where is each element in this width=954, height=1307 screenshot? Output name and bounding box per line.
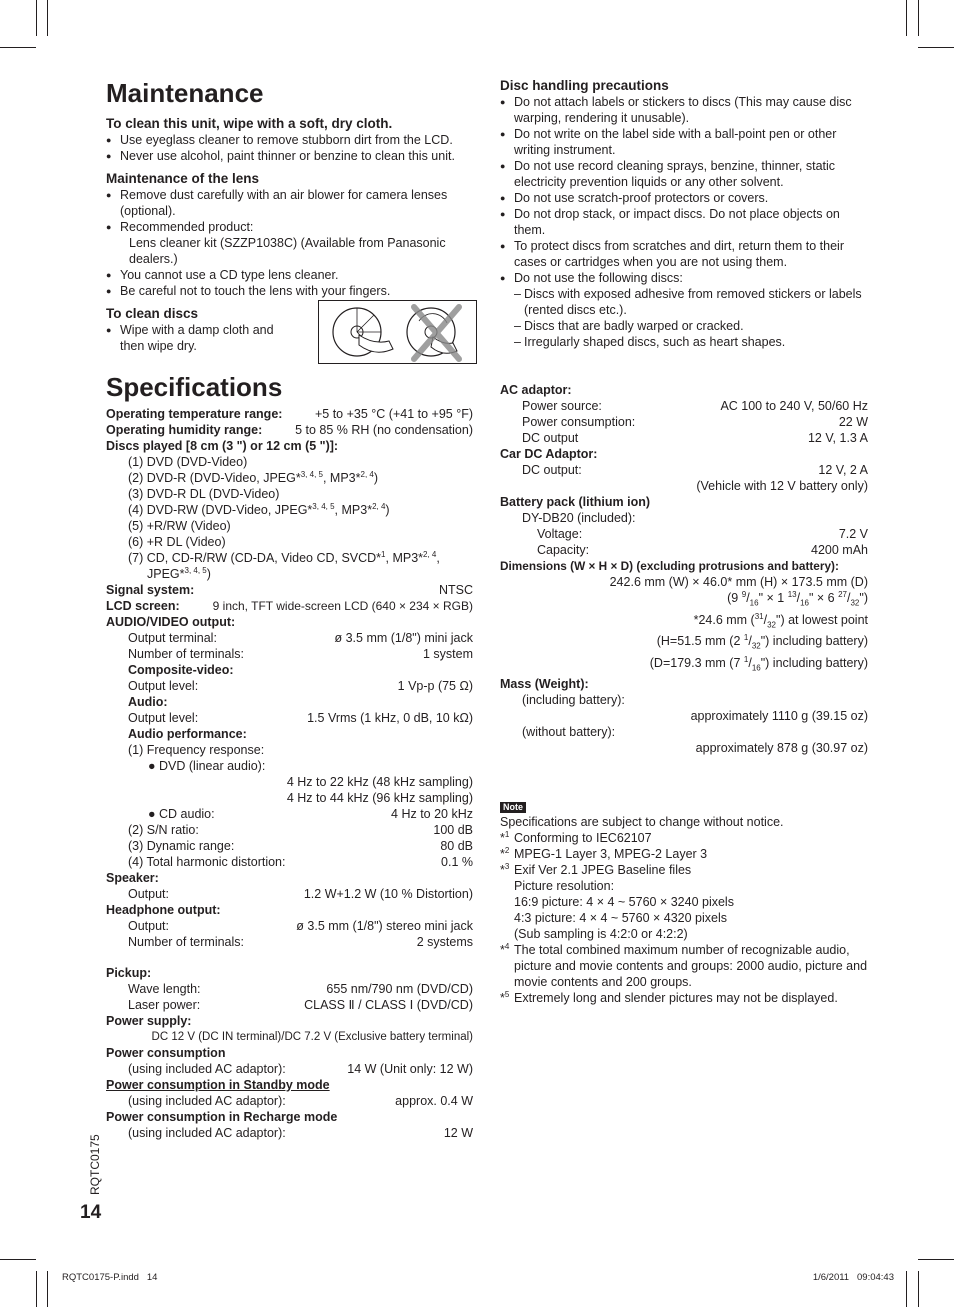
list-item: ● Recommended product:: [106, 219, 473, 235]
list-item: ● Remove dust carefully with an air blower for camera lenses (optional).: [106, 187, 473, 219]
op-hum-label: Operating humidity range:: [106, 423, 263, 437]
power-supply-value: DC 12 V (DC IN terminal)/DC 7.2 V (Exclusive battery terminal): [151, 1031, 473, 1043]
spec-label: Output level:: [128, 711, 199, 725]
spec-value: 0.1 %: [441, 855, 473, 869]
dash-item: – Discs that are badly warped or cracked.: [500, 318, 872, 334]
spec-value: AC 100 to 240 V, 50/60 Hz: [720, 399, 868, 413]
spec-label: Number of terminals:: [128, 935, 245, 949]
signal-value: NTSC: [438, 583, 473, 597]
footnote-4: *$^4$ The total combined maximum number of recognizable audio, picture and movie contents and groups: 2000 audio, picture and movie contents and 200 groups.: [500, 941, 868, 989]
spec-label: Capacity:: [537, 543, 590, 557]
list-item: ● Do not write on the label side with a ball-point pen or other writing instrument.: [500, 126, 872, 158]
disc-6: (6) +R DL (Video): [128, 535, 226, 549]
spec-value: CLASS Ⅱ / CLASS Ⅰ (DVD/CD): [304, 998, 473, 1012]
footnote-3-detail: (Sub sampling is 4:2:0 or 4:2:2): [514, 927, 688, 941]
note-badge: Note: [500, 802, 526, 813]
list-item: ● Use eyeglass cleaner to remove stubborn dirt from the LCD.: [106, 132, 473, 148]
mass-excl-value: approximately 878 g (30.97 oz): [695, 741, 868, 755]
spec-value: 14 W (Unit only: 12 W): [347, 1062, 473, 1076]
disc-cleaning-illustration: [318, 300, 477, 364]
footnote-2: *$^2$ MPEG-1 Layer 3, MPEG-2 Layer 3: [500, 845, 708, 861]
spec-label: Output terminal:: [128, 631, 217, 645]
spec-label: Voltage:: [537, 527, 583, 541]
list-item: ● You cannot use a CD type lens cleaner.: [106, 267, 473, 283]
spec-value: 100 dB: [433, 823, 473, 837]
footnote-3: *$^3$ Exif Ver 2.1 JPEG Baseline files: [500, 861, 692, 877]
spec-value: 7.2 V: [838, 527, 868, 541]
lcd-value: 9 inch, TFT wide-screen LCD (640 × 234 × RGB): [212, 599, 473, 613]
spec-label: Wave length:: [128, 982, 201, 996]
dimensions-lowest: *24.6 mm $(^{31}/_{32}")$ at lowest point: [693, 611, 868, 629]
spec-value: 4 Hz to 20 kHz: [391, 807, 473, 821]
spec-value: 22 W: [838, 415, 868, 429]
spec-label: (using included AC adaptor):: [128, 1062, 286, 1076]
spec-label: ● CD audio:: [148, 807, 215, 821]
spec-label: Output:: [128, 887, 169, 901]
dimensions-mm: 242.6 mm (W) × 46.0* mm (H) × 173.5 mm (D): [609, 575, 868, 589]
list-item: ● Never use alcohol, paint thinner or benzine to clean this unit.: [106, 148, 473, 164]
disc-7-cont: JPEG*$^{3, 4, 5}$): [147, 565, 211, 581]
lens-product: Lens cleaner kit (SZZP1038C) (Available from Panasonic dealers.): [129, 236, 446, 266]
composite-label: Composite-video:: [128, 663, 234, 677]
spec-label: (2) S/N ratio:: [128, 823, 199, 837]
speaker-label: Speaker:: [106, 871, 159, 885]
disc-4: (4) DVD-RW (DVD-Video, JPEG*$^{3, 4, 5}$, MP3*$^{2, 4}$): [128, 501, 390, 517]
dash-item: – Discs with exposed adhesive from removed stickers or labels (rented discs etc.).: [500, 286, 872, 318]
headphone-label: Headphone output:: [106, 903, 221, 917]
discs-played-label: Discs played [8 cm (3 ") or 12 cm (5 ")]:: [106, 439, 339, 453]
av-output-label: AUDIO/VIDEO output:: [106, 615, 236, 629]
spec-value: 2 systems: [416, 935, 473, 949]
clean-unit-heading: To clean this unit, wipe with a soft, dry cloth.: [106, 116, 393, 131]
footnote-1: *$^1$ Conforming to IEC62107: [500, 829, 652, 845]
battery-label: Battery pack (lithium ion): [500, 495, 651, 509]
power-consumption-label: Power consumption: [106, 1046, 226, 1060]
lcd-label: LCD screen:: [106, 599, 180, 613]
list-item: ● Do not use the following discs:: [500, 270, 872, 286]
ac-adaptor-label: AC adaptor:: [500, 383, 572, 397]
discs-heading: To clean discs: [106, 306, 199, 321]
car-note: (Vehicle with 12 V battery only): [696, 479, 868, 493]
battery-model: DY-DB20 (included):: [522, 511, 636, 525]
spec-label: Laser power:: [128, 998, 201, 1012]
op-temp-value: +5 to +35 °C (+41 to +95 °F): [314, 407, 473, 421]
spec-label: DC output:: [522, 463, 582, 477]
mass-label: Mass (Weight):: [500, 677, 589, 691]
car-adaptor-label: Car DC Adaptor:: [500, 447, 598, 461]
spec-value: 1 system: [422, 647, 473, 661]
page-number: 14: [80, 1202, 102, 1223]
doc-code: RQTC0175: [88, 1134, 102, 1195]
mass-incl-value: approximately 1110 g (39.15 oz): [690, 709, 868, 723]
spec-label: Output level:: [128, 679, 199, 693]
spec-value: 4200 mAh: [811, 543, 868, 557]
spec-value: 655 nm/790 nm (DVD/CD): [326, 982, 473, 996]
dvd-audio-label: ● DVD (linear audio):: [148, 759, 266, 773]
spec-value: 12 W: [443, 1126, 473, 1140]
footnote-3-detail: 16:9 picture: 4 × 4 ~ 5760 × 3240 pixels: [514, 895, 734, 909]
footer-date: 1/6/2011 09:04:43: [812, 1272, 894, 1283]
disc-1: (1) DVD (DVD-Video): [128, 455, 248, 469]
footnote-3-detail: 4:3 picture: 4 × 4 ~ 5760 × 4320 pixels: [514, 911, 728, 925]
disc-3: (3) DVD-R DL (DVD-Video): [128, 487, 280, 501]
standby-label: Power consumption in Standby mode: [106, 1078, 330, 1092]
maintenance-title: Maintenance: [106, 78, 264, 108]
disc-handling-heading: Disc handling precautions: [500, 78, 669, 93]
spec-label: Power consumption:: [522, 415, 636, 429]
dvd-freq-1: 4 Hz to 22 kHz (48 kHz sampling): [286, 775, 473, 789]
spec-label: (using included AC adaptor):: [128, 1094, 286, 1108]
dash-item: – Irregularly shaped discs, such as heart shapes.: [500, 334, 872, 350]
audio-label: Audio:: [128, 695, 168, 709]
footnote-3-detail: Picture resolution:: [514, 879, 615, 893]
dimensions-inch: (9 $^9/_{16}$" × 1 $^{13}/_{16}$" × 6 $^{27}/_{32}$"): [727, 589, 868, 608]
lens-heading: Maintenance of the lens: [106, 171, 260, 186]
op-hum-value: 5 to 85 % RH (no condensation): [295, 423, 473, 437]
dvd-freq-2: 4 Hz to 44 kHz (96 kHz sampling): [286, 791, 473, 805]
op-temp-label: Operating temperature range:: [106, 407, 283, 421]
note-intro: Specifications are subject to change without notice.: [500, 815, 784, 829]
list-item: ● Do not attach labels or stickers to discs (This may cause disc warping, rendering it unusable).: [500, 94, 872, 126]
disc-7: (7) CD, CD-R/RW (CD-DA, Video CD, SVCD*$^1$, MP3*$^{2, 4}$,: [128, 549, 440, 565]
pickup-label: Pickup:: [106, 966, 152, 980]
freq-label: (1) Frequency response:: [128, 743, 265, 757]
spec-label: Number of terminals:: [128, 647, 245, 661]
spec-value: 1.2 W+1.2 W (10 % Distortion): [303, 887, 473, 901]
spec-value: ø 3.5 mm (1/8") stereo mini jack: [296, 919, 473, 933]
spec-value: 1.5 Vrms (1 kHz, 0 dB, 10 kΩ): [307, 711, 473, 725]
recharge-label: Power consumption in Recharge mode: [106, 1110, 338, 1124]
footer-file: RQTC0175-P.indd 14: [62, 1272, 158, 1283]
spec-value: 12 V, 1.3 A: [807, 431, 868, 445]
spec-value: 1 Vp-p (75 Ω): [397, 679, 473, 693]
spec-label: (4) Total harmonic distortion:: [128, 855, 286, 869]
perf-label: Audio performance:: [128, 727, 247, 741]
list-item: ● Do not use record cleaning sprays, benzine, thinner, static electricity prevention liquids or any other solvent.: [500, 158, 872, 190]
list-item: ● Be careful not to touch the lens with your fingers.: [106, 283, 473, 299]
disc-2: (2) DVD-R (DVD-Video, JPEG*$^{3, 4, 5}$, MP3*$^{2, 4}$): [128, 469, 379, 485]
list-item: ● Do not drop stack, or impact discs. Do not place objects on them.: [500, 206, 872, 238]
signal-label: Signal system:: [106, 583, 195, 597]
right-column: [500, 78, 872, 1006]
spec-value: ø 3.5 mm (1/8") mini jack: [334, 631, 473, 645]
spec-label: (using included AC adaptor):: [128, 1126, 286, 1140]
dimensions-depth-battery: (D=179.3 mm (7 $^1/_{16}$") including battery): [649, 654, 868, 672]
spec-value: approx. 0.4 W: [395, 1094, 473, 1108]
left-column: [106, 78, 473, 1141]
list-item: ● To protect discs from scratches and dirt, return them to their cases or cartridges when you are not using them.: [500, 238, 872, 270]
spec-label: (3) Dynamic range:: [128, 839, 235, 853]
spec-label: DC output: [522, 431, 579, 445]
power-supply-label: Power supply:: [106, 1014, 192, 1028]
footnote-5: *$^5$ Extremely long and slender pictures may not be displayed.: [500, 989, 838, 1005]
spec-value: 80 dB: [440, 839, 473, 853]
spec-value: 12 V, 2 A: [818, 463, 868, 477]
list-item: ● Wipe with a damp cloth and then wipe dry.: [106, 322, 290, 354]
list-item: ● Do not use scratch-proof protectors or covers.: [500, 190, 872, 206]
dimensions-height-battery: (H=51.5 mm (2 $^1/_{32}$") including battery): [656, 632, 868, 651]
mass-excl-label: (without battery):: [522, 725, 616, 739]
spec-label: Output:: [128, 919, 169, 933]
mass-incl-label: (including battery):: [522, 693, 625, 707]
spec-label: Power source:: [522, 399, 602, 413]
disc-5: (5) +R/RW (Video): [128, 519, 231, 533]
dimensions-label: Dimensions (W × H × D) (excluding protrusions and battery):: [500, 559, 839, 573]
specifications-title: Specifications: [106, 372, 283, 402]
